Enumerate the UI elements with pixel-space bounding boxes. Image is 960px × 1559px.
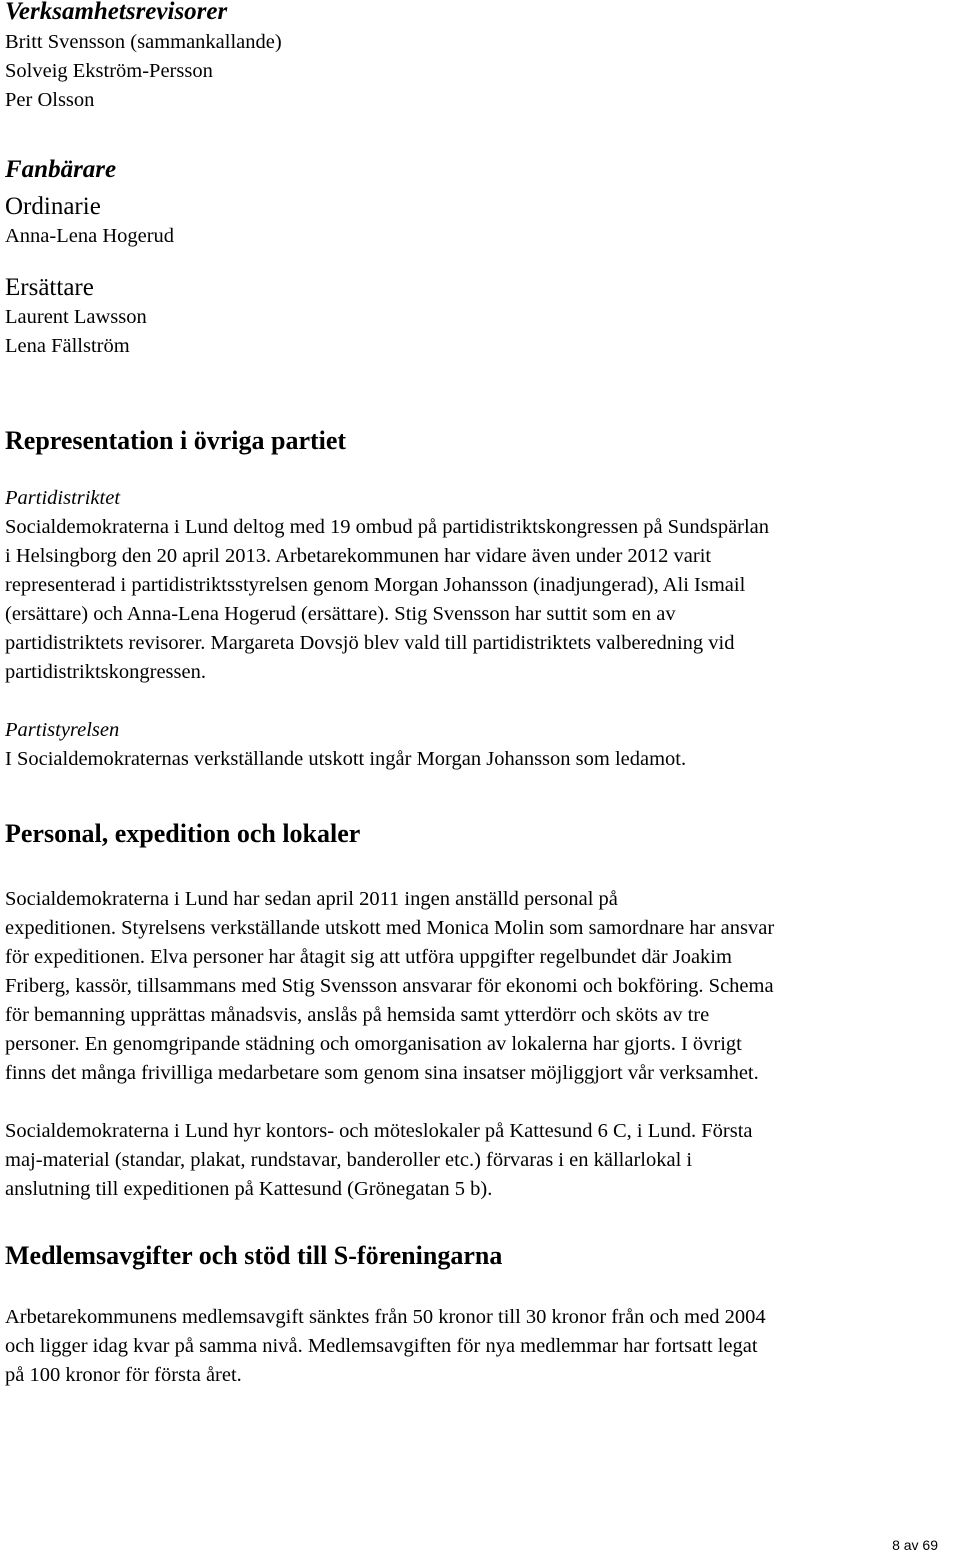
- ersattare-name: Laurent Lawsson: [5, 306, 147, 328]
- partistyrelsen-heading: Partistyrelsen: [5, 719, 120, 741]
- verksamhetsrevisorer-heading: Verksamhetsrevisorer: [5, 0, 228, 25]
- paragraph-line: för bemanning upprättas månadsvis, anslås på hemsida samt ytterdörr och sköts av tre: [5, 1004, 710, 1026]
- paragraph-line: Friberg, kassör, tillsammans med Stig Svensson ansvarar för ekonomi och bokföring. Schema: [5, 975, 774, 997]
- paragraph-line: partidistriktskongressen.: [5, 661, 206, 683]
- fanbarare-section: [5, 155, 174, 361]
- paragraph-line: partidistriktets revisorer. Margareta Dovsjö blev vald till partidistriktets valberedning vid: [5, 632, 735, 654]
- ordinarie-heading: Ordinarie: [5, 193, 101, 220]
- paragraph-line: Arbetarekommunens medlemsavgift sänktes från 50 kronor till 30 kronor från och med 2004: [5, 1306, 766, 1328]
- ordinarie-name: Anna-Lena Hogerud: [5, 225, 175, 247]
- partidistriktet-paragraph: [5, 513, 769, 687]
- medlemsavgifter-section: [5, 1240, 766, 1390]
- paragraph-line: (ersättare) och Anna-Lena Hogerud (ersättare). Stig Svensson har suttit som en av: [5, 603, 676, 625]
- paragraph-line: personer. En genomgripande städning och omorganisation av lokalerna har gjorts. I övrigt: [5, 1033, 742, 1055]
- medlemsavgifter-heading: Medlemsavgifter och stöd till S-föreningarna: [5, 1241, 503, 1270]
- paragraph-line: i Helsingborg den 20 april 2013. Arbetarekommunen har vidare även under 2012 varit: [5, 545, 712, 567]
- ersattare-name: Lena Fällström: [5, 335, 130, 357]
- ersattare-heading: Ersättare: [5, 274, 94, 301]
- personal-section: [5, 818, 774, 1204]
- personal-heading: Personal, expedition och lokaler: [5, 819, 361, 848]
- page-indicator: 8 av 69: [892, 1537, 938, 1553]
- paragraph-line: för expeditionen. Elva personer har åtagit sig att utföra uppgifter regelbundet där Joakim: [5, 946, 732, 968]
- paragraph-line: finns det många frivilliga medarbetare som genom sina insatser möjliggjort vår verksamhet.: [5, 1062, 759, 1084]
- fanbarare-heading: Fanbärare: [5, 156, 117, 183]
- paragraph-line: på 100 kronor för första året.: [5, 1364, 242, 1386]
- revisor-name: Solveig Ekström-Persson: [5, 60, 213, 82]
- paragraph-line: anslutning till expeditionen på Kattesund (Grönegatan 5 b).: [5, 1178, 493, 1200]
- representation-heading: Representation i övriga partiet: [5, 426, 347, 455]
- paragraph-line: Socialdemokraterna i Lund deltog med 19 ombud på partidistriktskongressen på Sundspärlan: [5, 516, 770, 538]
- partidistriktet-heading: Partidistriktet: [5, 487, 121, 509]
- verksamhetsrevisorer-section: [5, 0, 282, 115]
- paragraph-line: expeditionen. Styrelsens verkställande utskott med Monica Molin som samordnare har ansvar: [5, 917, 775, 939]
- paragraph-line: representerad i partidistriktsstyrelsen genom Morgan Johansson (inadjungerad), Ali Ismail: [5, 574, 746, 596]
- paragraph-line: maj-material (standar, plakat, rundstavar, banderoller etc.) förvaras i en källarlokal i: [5, 1149, 693, 1171]
- representation-section: [5, 425, 769, 774]
- paragraph-line: Socialdemokraterna i Lund hyr kontors- och möteslokaler på Kattesund 6 C, i Lund. Första: [5, 1120, 753, 1142]
- personal-paragraph-2: [5, 1117, 774, 1204]
- personal-paragraph-1: [5, 885, 774, 1088]
- revisor-name: Britt Svensson (sammankallande): [5, 31, 282, 53]
- revisor-name: Per Olsson: [5, 89, 95, 111]
- medlemsavgifter-paragraph: [5, 1303, 766, 1390]
- paragraph-line: Socialdemokraterna i Lund har sedan april 2011 ingen anställd personal på: [5, 888, 618, 910]
- paragraph-line: och ligger idag kvar på samma nivå. Medlemsavgiften för nya medlemmar har fortsatt legat: [5, 1335, 758, 1357]
- partistyrelsen-text: I Socialdemokraternas verkställande utskott ingår Morgan Johansson som ledamot.: [5, 748, 687, 770]
